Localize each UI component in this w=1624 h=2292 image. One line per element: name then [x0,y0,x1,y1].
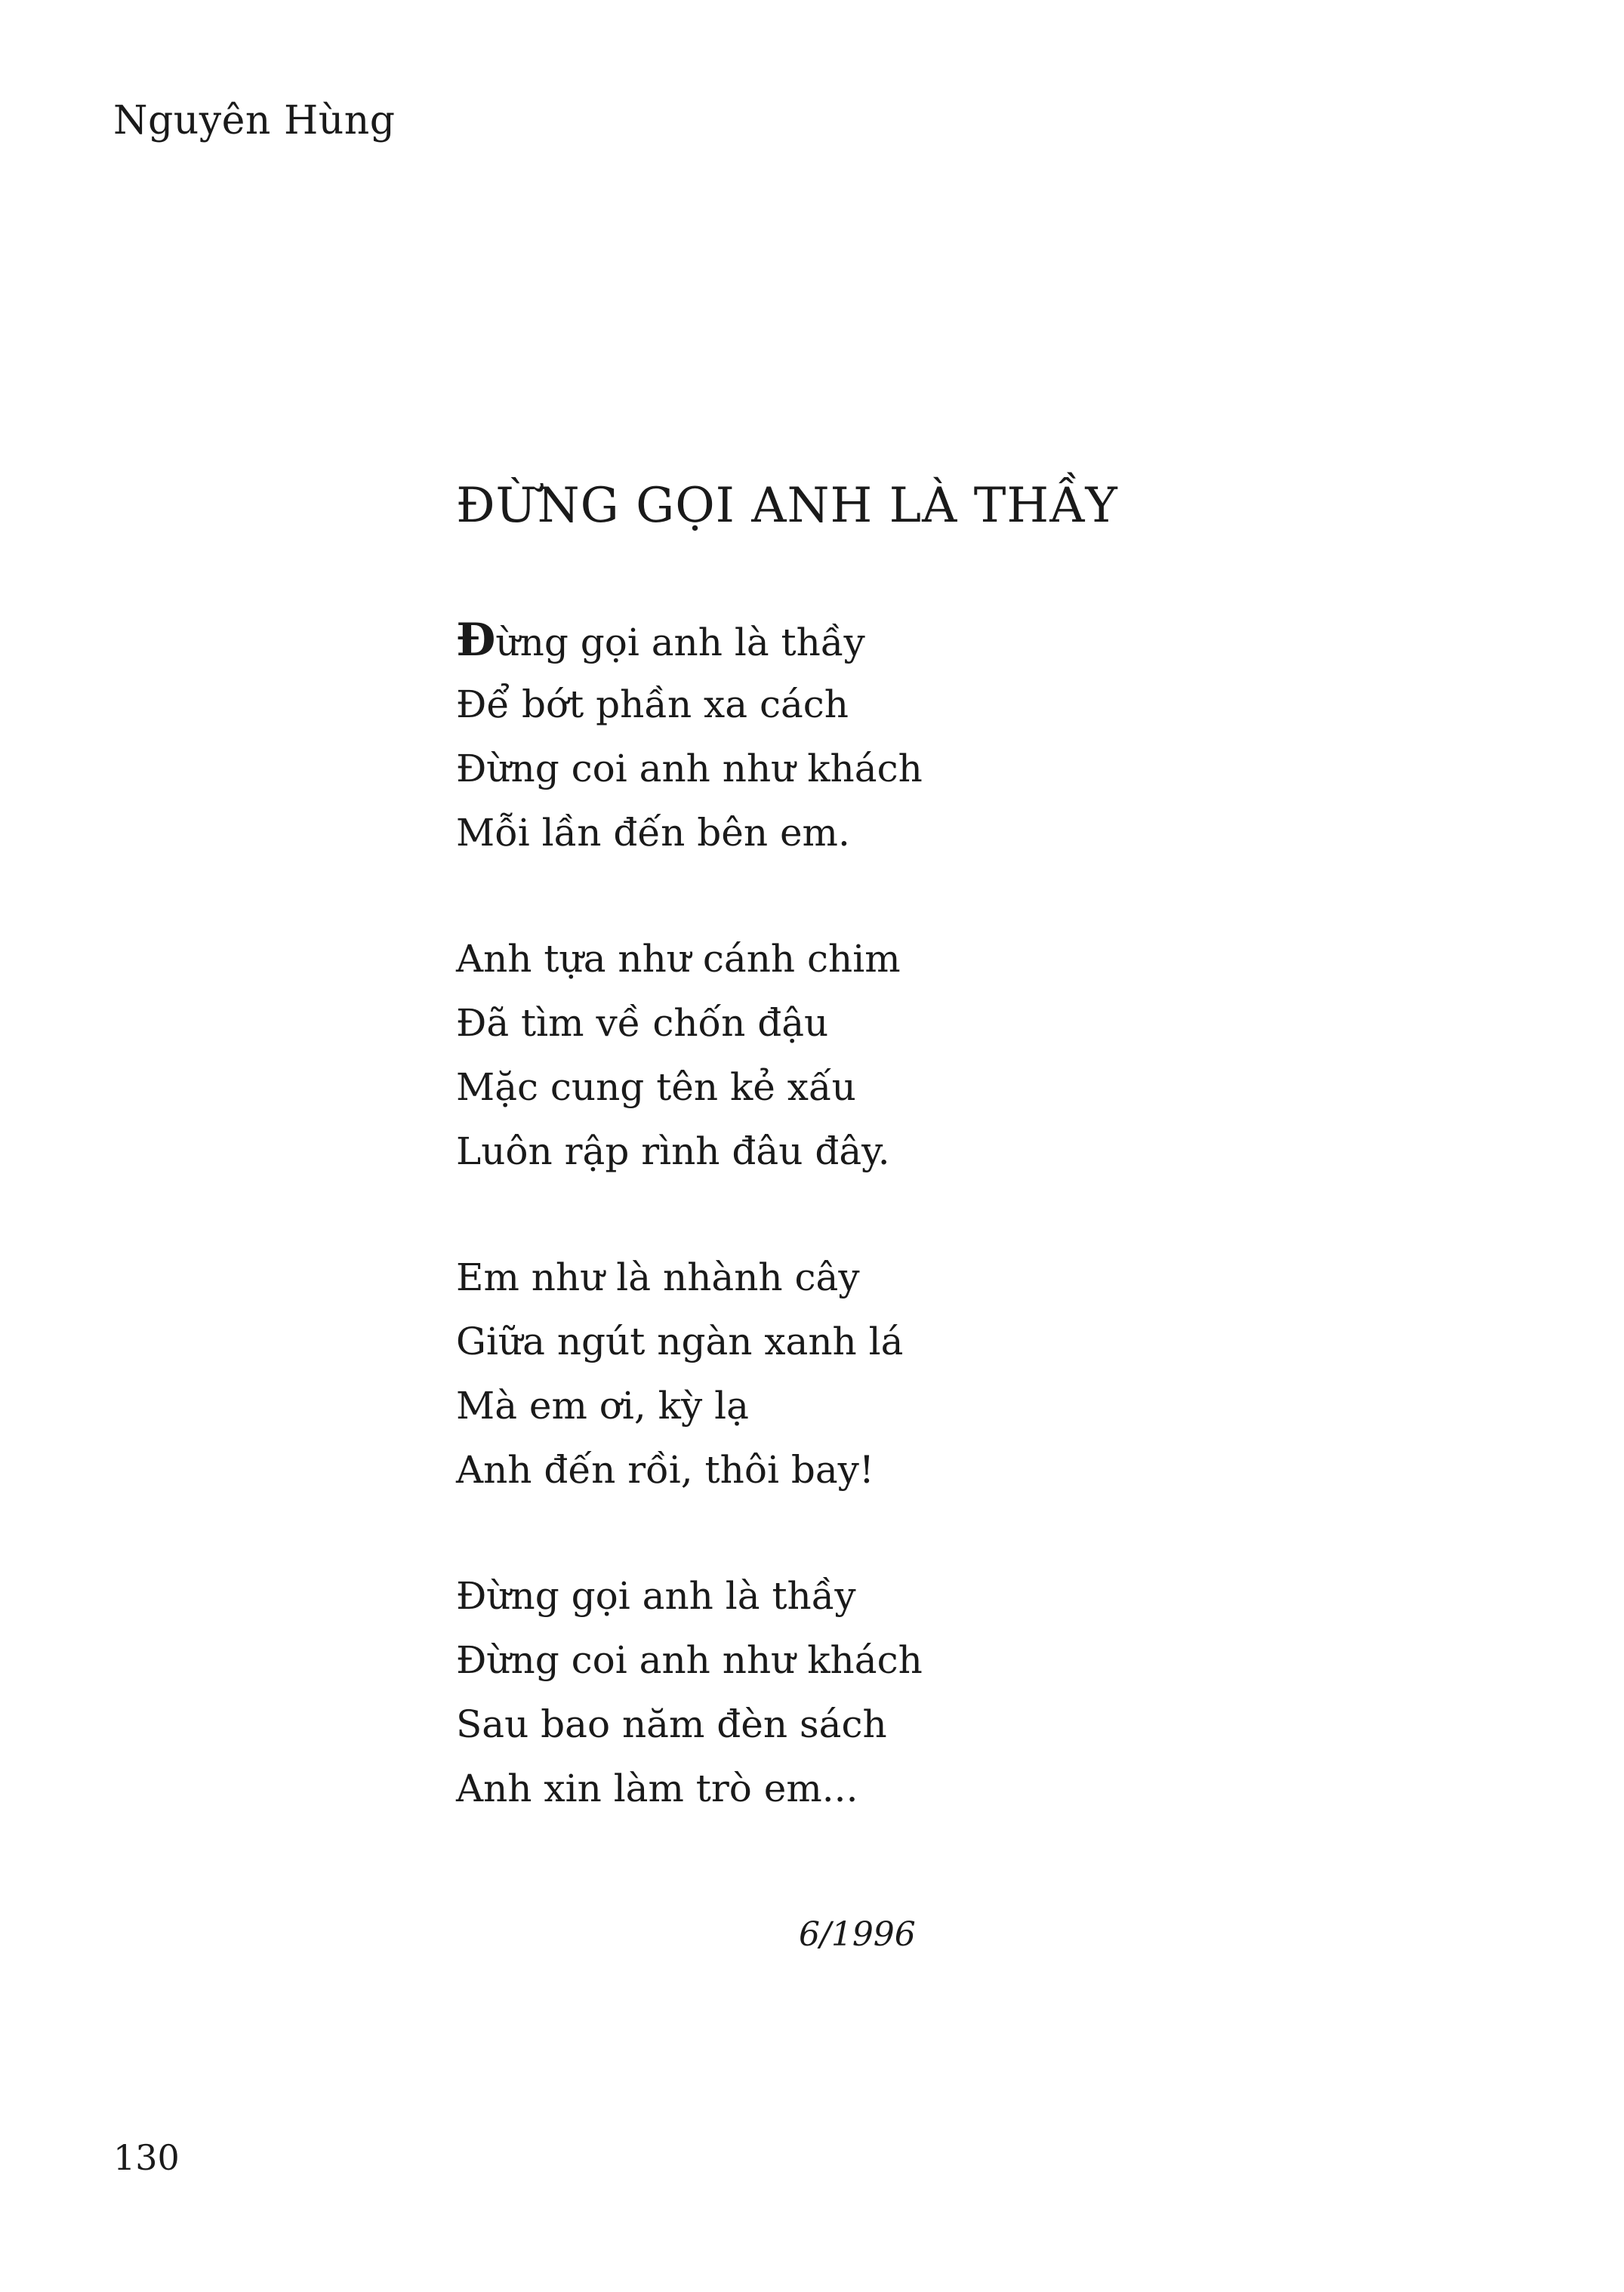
poem-line: Sau bao năm đèn sách [456,1702,887,1746]
drop-cap: Đ [456,614,496,667]
poem-line: Anh đến rồi, thôi bay! [456,1448,874,1492]
poem-line: Đừng gọi anh là thầy [456,1574,856,1618]
running-head-author: Nguyên Hùng [113,98,396,143]
poem-line-first [456,608,1438,673]
stanza-4 [456,1564,1438,1821]
poem-line: Đừng coi anh như khách [456,1638,923,1682]
poem-title: ĐỪNG GỌI ANH LÀ THẦY [456,478,1118,534]
poem-line: Mặc cung tên kẻ xấu [456,1065,856,1109]
poem-line: Mỗi lần đến bên em. [456,811,850,855]
stanza-1 [456,608,1438,865]
poem-line: Để bớt phần xa cách [456,682,849,726]
poem-date: 6/1996 [799,1915,916,1954]
poem-line: Anh tựa như cánh chim [456,937,901,981]
poem-line: Em như là nhành cây [456,1255,860,1299]
stanza-2 [456,927,1438,1184]
poem [456,476,1438,1883]
poem-line: Đã tìm về chốn đậu [456,1001,829,1045]
poem-line: Luôn rập rình đâu đây. [456,1129,890,1173]
first-line-rest: ừng gọi anh là thầy [495,621,865,664]
poem-body [456,608,1438,1821]
poem-line: Giữa ngút ngàn xanh lá [456,1320,904,1363]
poem-line: Anh xin làm trò em... [456,1767,858,1810]
poem-line: Đừng coi anh như khách [456,747,923,790]
poem-line: Mà em ơi, kỳ lạ [456,1384,749,1428]
stanza-3 [456,1246,1438,1502]
page-number: 130 [113,2137,180,2178]
